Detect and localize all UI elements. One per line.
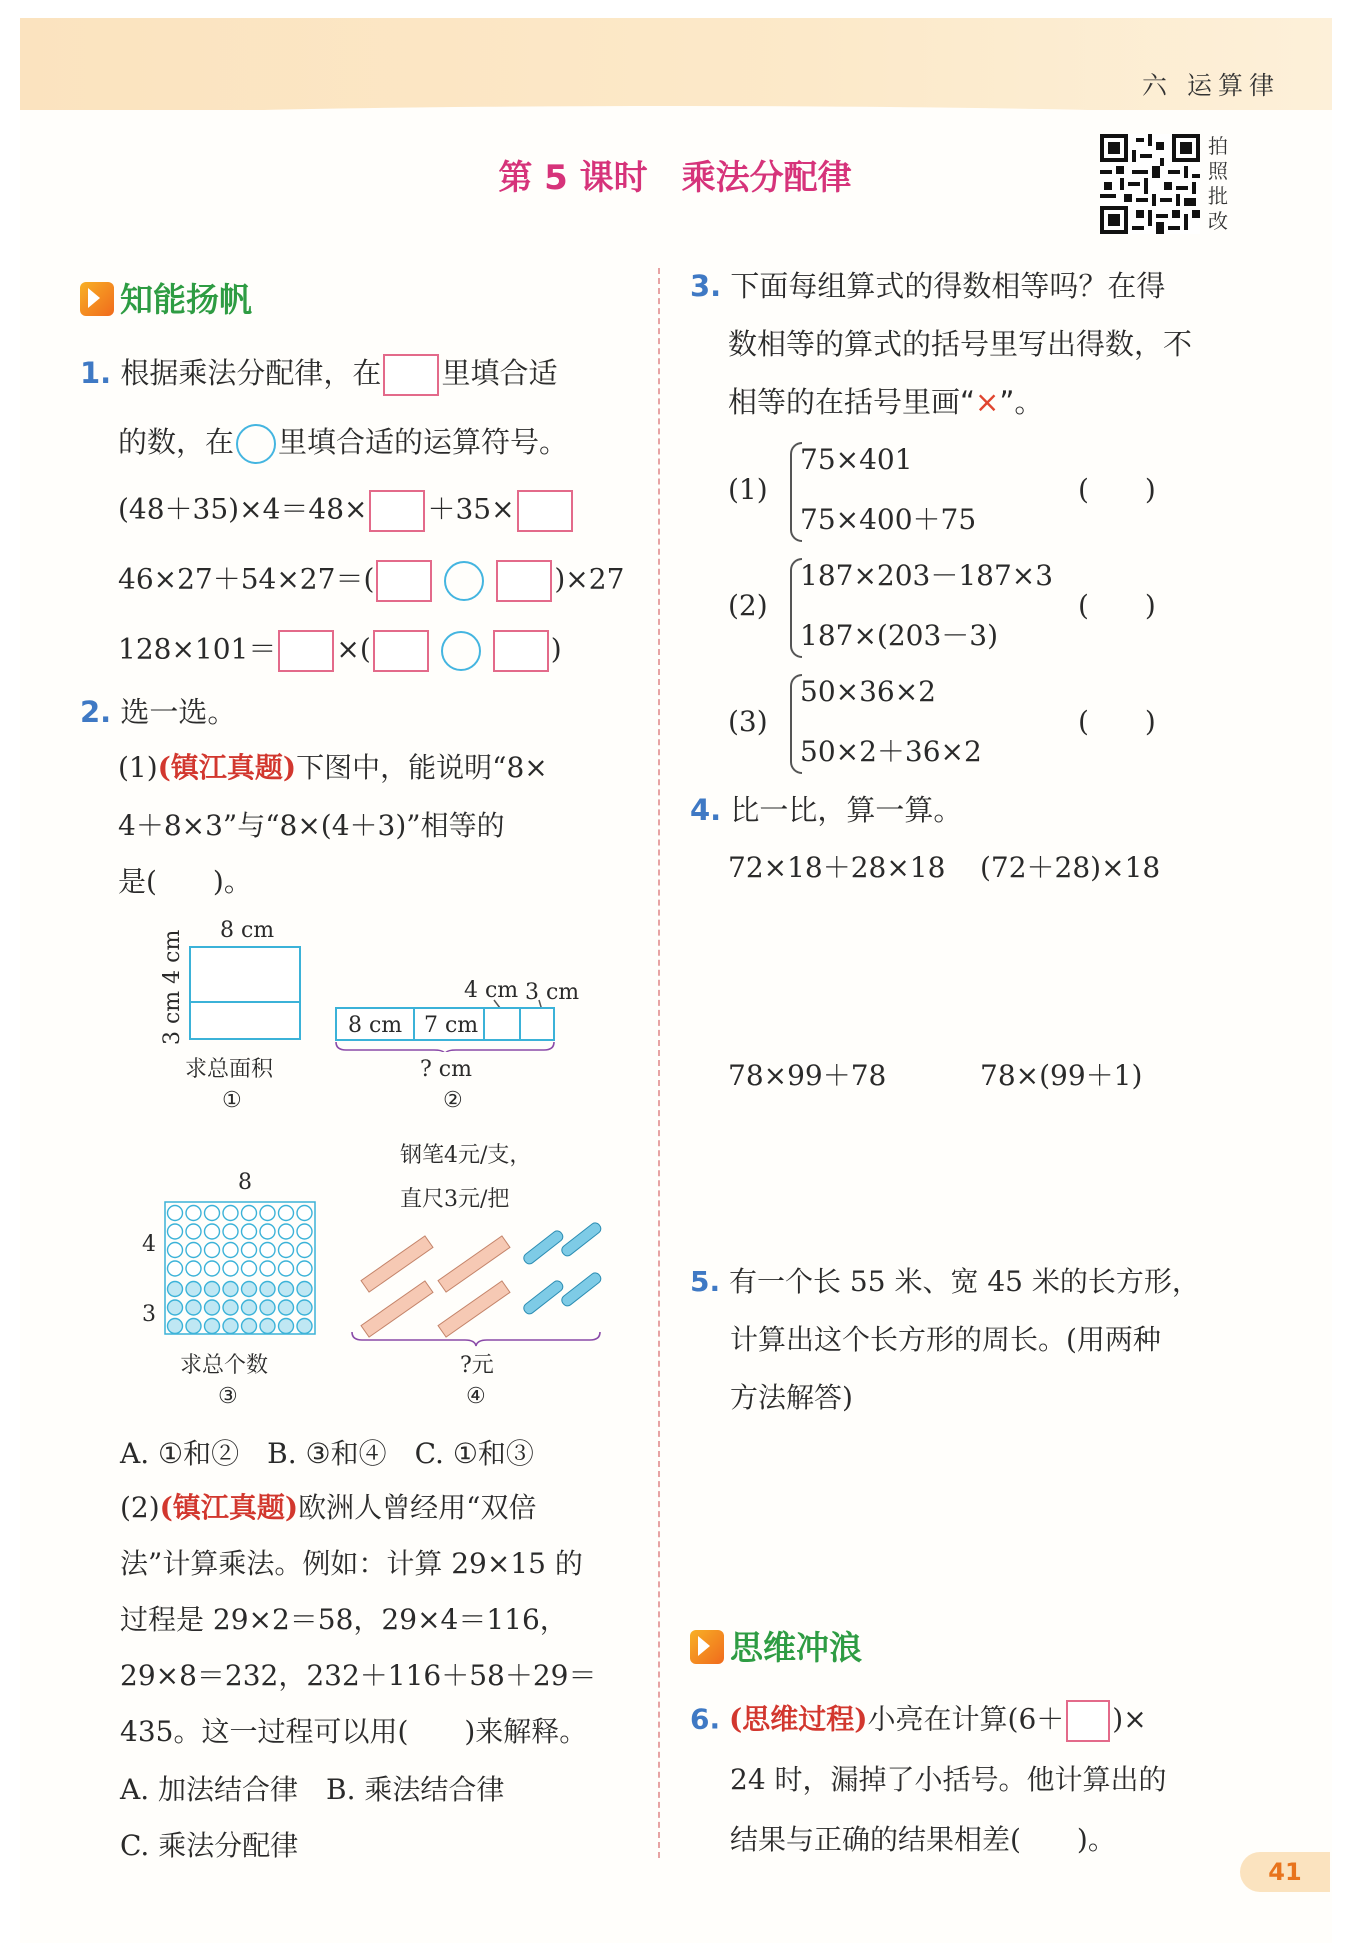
q3-text: ”。 <box>999 385 1044 419</box>
lesson-topic: 乘法分配律 <box>681 158 852 198</box>
dot <box>279 1319 294 1334</box>
dot <box>186 1261 201 1276</box>
dot <box>297 1282 312 1297</box>
fig3-caption: 求总个数 <box>180 1353 269 1378</box>
answer-box[interactable] <box>369 490 425 532</box>
answer-box[interactable] <box>496 560 552 602</box>
q4-expr1: 72×18＋28×18 <box>728 851 946 884</box>
q2-part1-line2: 4＋8×3”与“8×(4＋3)”相等的 <box>118 809 505 842</box>
dot <box>186 1206 201 1221</box>
q3-number: 3. <box>690 269 722 303</box>
lesson-number: 第 5 课时 <box>498 158 648 198</box>
fig2-top-a: 4 cm <box>464 978 519 1003</box>
dot <box>205 1282 220 1297</box>
dot <box>297 1319 312 1334</box>
q3-line3 <box>728 385 1044 419</box>
section-heading-text: 知能扬帆 <box>120 280 252 319</box>
q2-text: 选一选。 <box>120 695 237 729</box>
dot <box>223 1243 238 1258</box>
q1-text: 根据乘法分配律，在 <box>120 356 382 390</box>
q1-text: 的数，在 <box>118 425 235 459</box>
q1-line1 <box>80 354 557 396</box>
operator-circle-sample[interactable] <box>236 424 276 464</box>
qr-code-icon[interactable] <box>1100 134 1200 234</box>
q2-number: 2. <box>80 695 112 729</box>
q3-item3-paren[interactable]: ( ) <box>1078 705 1156 738</box>
dot <box>242 1243 257 1258</box>
q6-number: 6. <box>690 1702 721 1736</box>
answer-box[interactable] <box>373 630 429 672</box>
qr-label: 拍照批改 <box>1208 134 1228 233</box>
operator-circle[interactable] <box>441 631 481 671</box>
q5-number: 5. <box>690 1265 721 1298</box>
dot <box>205 1243 220 1258</box>
dot <box>279 1224 294 1239</box>
q2-part1-options: A. ①和② B. ③和④ C. ①和③ <box>120 1437 534 1470</box>
q6-line1 <box>690 1700 1147 1742</box>
dot <box>186 1300 201 1315</box>
q2-part2-option-c: C. 乘法分配律 <box>120 1829 299 1862</box>
dot <box>223 1224 238 1239</box>
q2-part1-line3: 是( )。 <box>118 865 252 898</box>
dot <box>168 1206 183 1221</box>
q6-line3: 结果与正确的结果相差( )。 <box>730 1823 1116 1856</box>
q2-heading <box>80 695 237 729</box>
q3-item2-b: 187×(203－3) <box>800 619 999 652</box>
column-divider <box>658 268 660 1858</box>
wave-icon <box>690 1630 724 1664</box>
dot <box>242 1261 257 1276</box>
dot <box>260 1319 275 1334</box>
dot <box>297 1261 312 1276</box>
dot <box>260 1282 275 1297</box>
q4-text: 比一比，算一算。 <box>730 793 963 827</box>
dot <box>186 1282 201 1297</box>
q3-item2-a: 187×203－187×3 <box>800 559 1054 592</box>
fig2-seg-b: 7 cm <box>424 1013 479 1038</box>
dot <box>168 1282 183 1297</box>
q1-line2 <box>118 424 568 464</box>
fig4-bottom-label: ?元 <box>460 1353 494 1378</box>
dot <box>260 1243 275 1258</box>
dot <box>205 1319 220 1334</box>
fig1-top-label: 8 cm <box>220 918 275 943</box>
q3-item3-a: 50×36×2 <box>800 675 936 708</box>
q1-equation-2 <box>118 560 624 602</box>
fig3-left-a: 4 <box>142 1232 156 1257</box>
fig4-line2: 直尺3元/把 <box>400 1187 510 1212</box>
dot <box>260 1206 275 1221</box>
dot <box>223 1300 238 1315</box>
q3-item1-label: (1) <box>728 473 768 506</box>
q5-line2: 计算出这个长方形的周长。(用两种 <box>730 1323 1161 1356</box>
dot <box>297 1224 312 1239</box>
q5-line3: 方法解答) <box>730 1381 853 1414</box>
q3-item2-label: (2) <box>728 589 768 622</box>
dot <box>297 1300 312 1315</box>
q2-text: 下图中，能说明“8× <box>296 751 548 784</box>
sail-icon <box>80 282 114 316</box>
part-label: (2) <box>120 1491 160 1524</box>
fig2-bottom-label: ? cm <box>420 1057 472 1082</box>
q3-item1-a: 75×401 <box>800 443 913 476</box>
q2-part2-line3: 过程是 29×2＝58，29×4＝116， <box>120 1603 568 1636</box>
dot <box>297 1206 312 1221</box>
q3-item1-b: 75×400＋75 <box>800 503 977 536</box>
fig2-top-b: 3 cm <box>525 980 580 1005</box>
answer-box[interactable] <box>376 560 432 602</box>
part-label: (1) <box>118 751 158 784</box>
dot <box>242 1319 257 1334</box>
q6-text: )× <box>1112 1702 1147 1736</box>
q2-part2-line4: 29×8＝232，232＋116＋58＋29＝ <box>120 1659 597 1692</box>
dot <box>279 1206 294 1221</box>
section-heading-siwei <box>690 1622 862 1669</box>
dot <box>297 1243 312 1258</box>
q2-part2-options-ab: A. 加法结合律 B. 乘法结合律 <box>120 1773 505 1806</box>
eq-text: ) <box>550 632 562 666</box>
page-number: 41 <box>1240 1852 1330 1892</box>
source-tag: (镇江真题) <box>159 1491 299 1524</box>
dot <box>260 1261 275 1276</box>
dot <box>223 1261 238 1276</box>
dot <box>279 1261 294 1276</box>
q3-text: 下面每组算式的得数相等吗？在得 <box>730 269 1166 303</box>
eq-text: (48＋35)×4＝48× <box>118 492 368 526</box>
answer-box[interactable] <box>493 630 549 672</box>
dot <box>279 1243 294 1258</box>
q2-part2-line5: 435。这一过程可以用( )来解释。 <box>120 1715 588 1748</box>
eq-text: 46×27＋54×27＝( <box>118 562 375 596</box>
fig2-seg-a: 8 cm <box>348 1013 403 1038</box>
dot <box>186 1243 201 1258</box>
dot <box>260 1300 275 1315</box>
eq-text: )×27 <box>554 562 625 596</box>
fig1-left-a: 3 cm <box>160 990 185 1045</box>
q6-text: 小亮在计算(6＋ <box>867 1702 1065 1736</box>
fig3-top-label: 8 <box>238 1170 252 1195</box>
fig1-marker: ① <box>222 1088 242 1113</box>
q4-expr3: 78×99＋78 <box>728 1059 887 1092</box>
dot <box>242 1224 257 1239</box>
q1-number: 1. <box>80 356 112 390</box>
source-tag: (思维过程) <box>729 1702 868 1736</box>
dot <box>205 1224 220 1239</box>
dot <box>223 1319 238 1334</box>
dot <box>168 1261 183 1276</box>
fig1-left-b: 4 cm <box>160 929 185 984</box>
dot <box>242 1282 257 1297</box>
dot <box>168 1319 183 1334</box>
q2-part2-line1 <box>120 1491 537 1524</box>
answer-box-sample[interactable] <box>383 354 439 396</box>
ruler-icon <box>361 1236 510 1337</box>
answer-box[interactable] <box>517 490 573 532</box>
dot <box>223 1206 238 1221</box>
dot <box>242 1300 257 1315</box>
dot <box>186 1224 201 1239</box>
pen-icon <box>522 1221 603 1316</box>
q1-text: 里填合适 <box>441 356 558 390</box>
q2-part1-line1 <box>118 751 548 784</box>
fig1-left-label <box>160 930 185 1045</box>
q3-line2: 数相等的算式的括号里写出得数，不 <box>728 327 1193 361</box>
chapter-header: 六 运算律 <box>1142 71 1280 100</box>
q3-text: 相等的在括号里画“ <box>728 385 976 419</box>
dot <box>260 1224 275 1239</box>
q3-item3-b: 50×2＋36×2 <box>800 735 982 768</box>
q1-text: 里填合适的运算符号。 <box>278 425 569 459</box>
q4-expr4: 78×(99＋1) <box>980 1059 1143 1092</box>
section-heading-zhineng <box>80 274 252 321</box>
dot <box>186 1319 201 1334</box>
fig3-dot-grid <box>155 1200 325 1345</box>
cross-mark-icon: × <box>975 385 1000 419</box>
dot <box>223 1282 238 1297</box>
fig4-marker: ④ <box>466 1384 486 1409</box>
fig3-marker: ③ <box>218 1384 238 1409</box>
q2-part2-line2: 法”计算乘法。例如：计算 29×15 的 <box>120 1547 583 1580</box>
q4-number: 4. <box>690 793 722 827</box>
fig1-rectangle <box>180 945 305 1045</box>
q3-line1 <box>690 269 1166 303</box>
answer-box[interactable] <box>278 630 334 672</box>
q5-text: 有一个长 55 米、宽 45 米的长方形， <box>729 1265 1200 1298</box>
q3-item3-label: (3) <box>728 705 768 738</box>
dot <box>168 1224 183 1239</box>
operator-circle[interactable] <box>444 561 484 601</box>
dot <box>205 1206 220 1221</box>
q1-equation-1 <box>118 490 575 532</box>
section-heading-text: 思维冲浪 <box>730 1628 862 1667</box>
q1-equation-3 <box>118 630 562 672</box>
q5-line1 <box>690 1265 1200 1298</box>
q4-expr2: (72＋28)×18 <box>980 851 1161 884</box>
answer-box[interactable] <box>1066 1700 1110 1742</box>
source-tag: (镇江真题) <box>157 751 297 784</box>
dot <box>279 1300 294 1315</box>
eq-text: ×( <box>336 632 371 666</box>
q3-item2-paren[interactable]: ( ) <box>1078 589 1156 622</box>
q3-item1-paren[interactable]: ( ) <box>1078 473 1156 506</box>
eq-text: ＋35× <box>427 492 515 526</box>
dot <box>168 1243 183 1258</box>
header-band <box>20 18 1332 110</box>
dot <box>242 1206 257 1221</box>
fig4-pens-rulers-illustration <box>350 1212 605 1352</box>
q4-heading <box>690 793 963 827</box>
dot <box>205 1300 220 1315</box>
dot <box>168 1300 183 1315</box>
dot <box>279 1282 294 1297</box>
q2-text: 欧洲人曾经用“双倍 <box>298 1491 537 1524</box>
q6-line2: 24 时，漏掉了小括号。他计算出的 <box>730 1763 1167 1796</box>
fig2-marker: ② <box>443 1088 463 1113</box>
eq-text: 128×101＝ <box>118 632 277 666</box>
fig4-line1: 钢笔4元/支， <box>400 1143 532 1168</box>
dot <box>205 1261 220 1276</box>
fig1-caption: 求总面积 <box>185 1057 274 1082</box>
fig3-left-b: 3 <box>142 1302 156 1327</box>
